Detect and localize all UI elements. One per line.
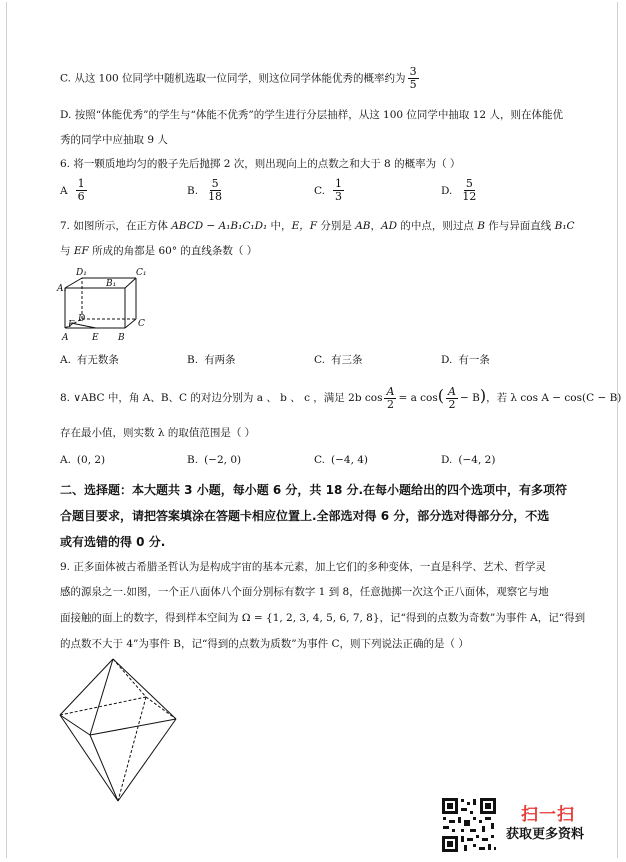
fraction-numerator: 5	[211, 177, 219, 190]
text: − B	[459, 392, 480, 404]
point-b: B	[477, 220, 485, 232]
option-text: 有两条	[204, 354, 236, 366]
option-letter: C.	[314, 353, 325, 366]
q8-stem-line1: 8. ∨ABC 中，角 A、B、C 的对边分别为 a 、 b 、 c ，满足 2b cos $\frac{A}{2}$ = a cos( $\frac{A}{2}$ − B)，若 λ cos A − cos(C − B)	[60, 384, 622, 411]
option-letter: B.	[187, 353, 199, 366]
option-letter: B.	[187, 184, 199, 197]
q9-stem-line1: 9. 正多面体被古希腊圣哲认为是构成宇宙的基本元素，加上它们的多种变体，一直是科学、艺术、哲学灵	[60, 561, 546, 573]
option-text: 有无数条	[76, 354, 119, 366]
text: ，若 λ cos A − cos(C − B)	[486, 392, 622, 404]
q8-option-a	[60, 454, 105, 466]
q6-stem: 6. 将一颗质地均匀的骰子先后抛掷 2 次，则出现向上的点数之和大于 8 的概率为（ ）	[60, 158, 461, 170]
text: 中，	[267, 220, 292, 232]
option-letter: D.	[441, 353, 453, 366]
fraction-denominator: 12	[462, 190, 477, 203]
q5-option-c-text: C. 从这 100 位同学中随机选取一位同学，则这位同学体能优秀的概率约为	[60, 72, 406, 85]
fraction-numerator: 5	[465, 177, 473, 190]
label-b1: B₁	[106, 279, 117, 289]
q8-stem-line2: 存在最小值，则实数 λ 的取值范围是（ ）	[60, 427, 256, 439]
label-c1: C₁	[136, 268, 147, 278]
q5-option-c-fraction	[408, 66, 419, 91]
fraction-numerator: 3	[409, 65, 417, 78]
text: 作与异面直线	[484, 220, 555, 232]
label-d: D	[78, 314, 86, 324]
q8-option-b	[187, 454, 241, 466]
q7-option-b	[187, 352, 236, 367]
q6-option-d	[441, 178, 480, 203]
option-text: 有三条	[331, 354, 363, 366]
q7-option-a	[60, 352, 119, 367]
cube-name: ABCD − A₁B₁C₁D₁	[171, 220, 268, 232]
promo-scan-text: 扫一扫	[521, 805, 575, 825]
q7-option-d	[441, 352, 490, 367]
fraction-numerator: 1	[335, 177, 342, 190]
label-a: A	[62, 333, 69, 343]
label-f: F	[68, 320, 75, 330]
label-e: E	[92, 333, 99, 343]
promo-more-text: 获取更多资料	[506, 827, 585, 842]
q7-stem-line2	[60, 244, 257, 258]
q8-option-d	[441, 454, 495, 466]
option-letter: C.	[314, 454, 325, 466]
option-text: (−2, 0)	[204, 454, 242, 466]
section2-heading-line2: 合题目要求，请把答案填涂在答题卡相应位置上.全部选对得 6 分，部分选对得部分分，不选	[60, 509, 550, 523]
option-letter: A.	[60, 454, 71, 466]
text: 7. 如图所示，在正方体	[60, 220, 172, 232]
section2-heading-line1: 二、选择题：本大题共 3 小题，每小题 6 分，共 18 分.在每小题给出的四个选项中，有多项符	[60, 483, 568, 497]
text: ，	[370, 220, 382, 232]
qr-code-icon	[440, 796, 498, 854]
points-ef: E，F	[291, 220, 318, 232]
text: 8. ∨ABC 中，角 A、B、C 的对边分别为 a 、 b 、 c ，满足 2b cos	[60, 392, 383, 404]
option-letter: B.	[187, 454, 199, 466]
option-text: (−4, 4)	[331, 454, 369, 466]
q8-option-c	[314, 454, 368, 466]
fraction-denominator: 18	[208, 190, 223, 203]
text: 的中点，则过点	[397, 220, 478, 232]
text: = a cos	[398, 392, 438, 404]
q5-option-d-line1: D. 按照“体能优秀”的学生与“体能不优秀”的学生进行分层抽样，从这 100 位同学中抽取 12 人，则在体能优	[60, 109, 563, 121]
q6-option-c	[314, 178, 346, 203]
label-a1: A₁	[57, 284, 68, 294]
q5-option-c	[60, 66, 421, 91]
fraction-denominator: 2	[448, 397, 456, 411]
section2-heading-line3: 或有选错的得 0 分.	[60, 535, 166, 549]
q7-cube-figure	[56, 264, 152, 350]
text: 与	[60, 245, 74, 257]
fraction-denominator: 6	[77, 190, 85, 203]
option-text: 有一条	[458, 354, 490, 366]
q9-octahedron-figure	[54, 655, 190, 807]
q9-stem-line2: 感的源泉之一.如图，一个正八面体八个面分别标有数字 1 到 8，任意抛掷一次这个正八面体，观察它与地	[60, 586, 549, 598]
q7-option-c	[314, 352, 363, 367]
label-b: B	[118, 333, 125, 343]
segment-ab: AB	[355, 220, 371, 232]
fraction-numerator: A	[386, 384, 395, 398]
segment-ad: AD	[381, 220, 398, 232]
fraction-denominator: 2	[386, 397, 394, 411]
fraction-numerator: A	[448, 384, 456, 398]
fraction-denominator: 5	[409, 78, 417, 91]
q9-stem-line3: 面接触的面上的数字，得到样本空间为 Ω = {1, 2, 3, 4, 5, 6, 7, 8}，记“得到的点数为奇数”为事件 A，记“得到	[60, 612, 586, 624]
label-c: C	[138, 319, 145, 329]
q5-option-d-line2: 秀的同学中应抽取 9 人	[60, 134, 168, 146]
option-text: (−4, 2)	[458, 454, 496, 466]
q7-stem-line1	[60, 219, 575, 233]
line-b1c: B₁C	[554, 220, 575, 232]
option-letter: D.	[441, 184, 453, 197]
option-text: (0, 2)	[76, 454, 106, 466]
option-letter: A	[60, 184, 68, 197]
fraction-numerator: 1	[77, 177, 85, 190]
text: 分别是	[317, 220, 356, 232]
option-letter: D.	[441, 454, 453, 466]
q6-option-b	[187, 178, 226, 203]
q6-option-a	[60, 178, 89, 203]
option-letter: A.	[60, 353, 71, 366]
option-letter: C.	[314, 184, 325, 197]
label-d1: D₁	[76, 268, 87, 278]
text: 所成的角都是 60° 的直线条数（ ）	[88, 245, 258, 257]
q9-stem-line4: 的点数不大于 4”为事件 B，记“得到的点数为质数”为事件 C，则下列说法正确的是（ ）	[60, 638, 469, 650]
line-ef: EF	[73, 245, 89, 257]
fraction-denominator: 3	[335, 190, 342, 203]
